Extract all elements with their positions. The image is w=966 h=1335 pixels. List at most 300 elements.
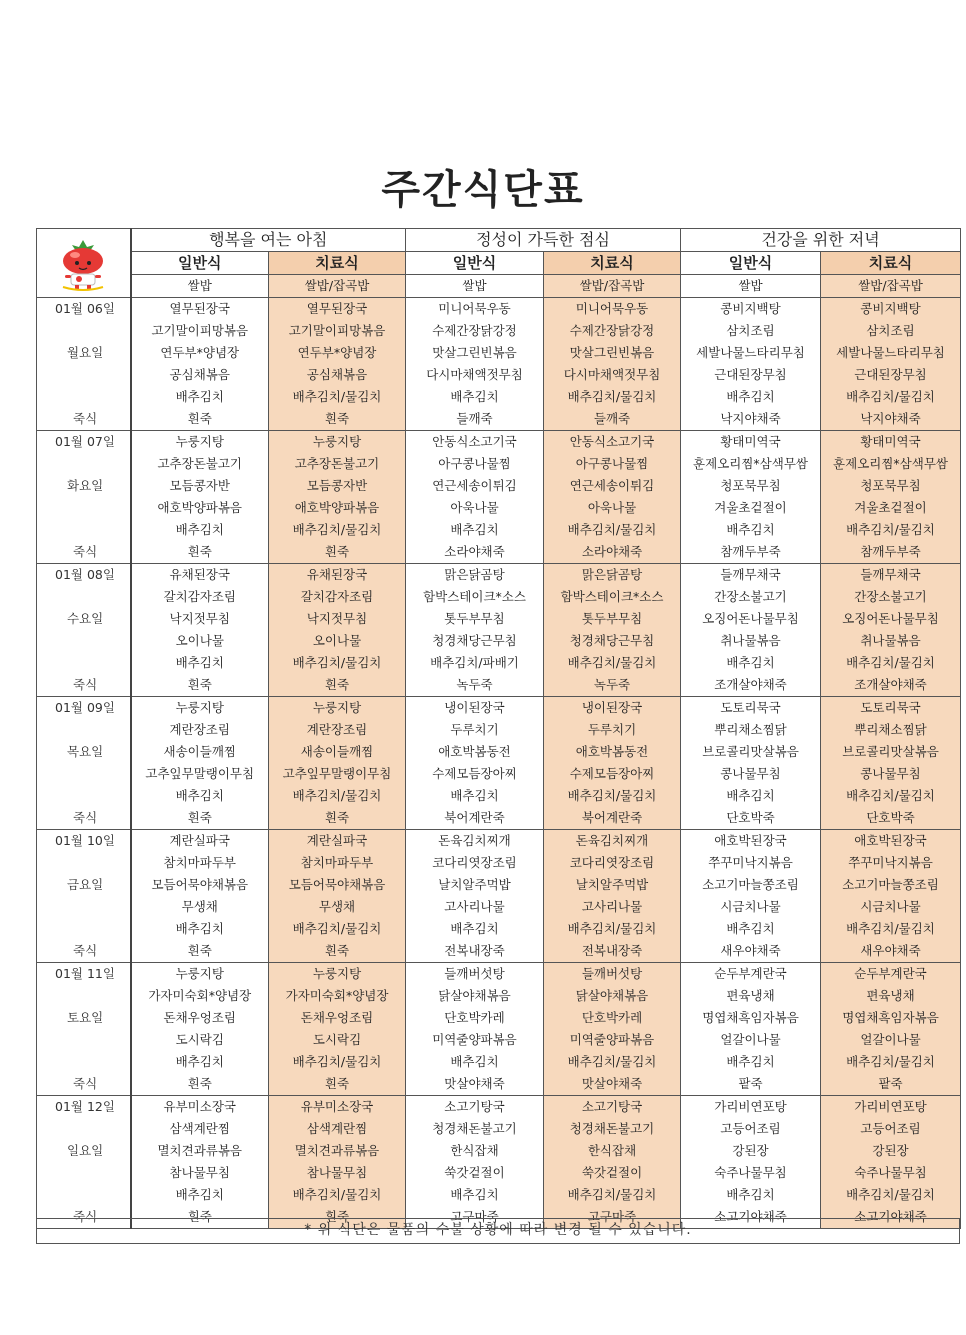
regular-dish-cell: 배추김치 (406, 519, 544, 541)
menu-row (37, 1140, 961, 1162)
therapy-dish-cell: 도토리묵국 (821, 697, 961, 720)
regular-dish-cell: 수제간장닭강정 (406, 320, 544, 342)
therapy-dish-cell: 쭈꾸미낙지볶음 (821, 852, 961, 874)
day-block (37, 431, 961, 564)
day-block (37, 963, 961, 1096)
regular-dish-cell: 안동식소고기국 (406, 431, 544, 454)
day-date: 01월 10일 (37, 830, 131, 853)
therapy-dish-cell: 누룽지탕 (269, 431, 406, 454)
regular-dish-cell: 애호박봄동전 (406, 741, 544, 763)
therapy-dish-cell: 취나물볶음 (821, 630, 961, 652)
regular-dish-cell: 멸치견과류볶음 (131, 1140, 269, 1162)
regular-dish-cell: 취나물볶음 (681, 630, 821, 652)
therapy-dish-cell: 배추김치/물김치 (821, 652, 961, 674)
day-cell-empty (37, 497, 131, 519)
therapy-dish-cell: 배추김치/물김치 (544, 918, 681, 940)
regular-dish-cell: 낙지젓무침 (131, 608, 269, 630)
regular-dish-cell: 삼치조림 (681, 320, 821, 342)
regular-dish-cell: 뿌리채소찜닭 (681, 719, 821, 741)
therapy-dish-cell: 누룽지탕 (269, 963, 406, 986)
menu-row (37, 1184, 961, 1206)
regular-dish-cell: 단호박카레 (406, 1007, 544, 1029)
day-cell-empty (37, 586, 131, 608)
menu-row (37, 1118, 961, 1140)
therapy-dish-cell: 훈제오리찜*삼색무쌈 (821, 453, 961, 475)
regular-dish-cell: 미니어묵우동 (406, 298, 544, 321)
regular-dish-cell: 배추김치 (681, 918, 821, 940)
regular-dish-cell: 소고기마늘쫑조림 (681, 874, 821, 896)
type-therapy-header: 치료식 (821, 252, 961, 275)
regular-dish-cell: 배추김치 (131, 1051, 269, 1073)
regular-dish-cell: 애호박된장국 (681, 830, 821, 853)
day-date: 01월 08일 (37, 564, 131, 587)
therapy-dish-cell: 고기말이피망볶음 (269, 320, 406, 342)
therapy-dish-cell: 맛살야채죽 (544, 1073, 681, 1096)
regular-dish-cell: 맛살그린빈볶음 (406, 342, 544, 364)
therapy-dish-cell: 함박스테이크*소스 (544, 586, 681, 608)
therapy-dish-cell: 새송이들깨찜 (269, 741, 406, 763)
porridge-label: 죽식 (37, 674, 131, 697)
therapy-dish-cell: 청포묵무침 (821, 475, 961, 497)
day-date: 01월 12일 (37, 1096, 131, 1119)
day-cell-empty (37, 852, 131, 874)
regular-dish-cell: 숙주나물무침 (681, 1162, 821, 1184)
regular-dish-cell: 냉이된장국 (406, 697, 544, 720)
regular-dish-cell: 배추김치 (681, 519, 821, 541)
regular-dish-cell: 순두부계란국 (681, 963, 821, 986)
menu-row (37, 1029, 961, 1051)
regular-dish-cell: 참치마파두부 (131, 852, 269, 874)
menu-row (37, 586, 961, 608)
therapy-dish-cell: 아구콩나물찜 (544, 453, 681, 475)
therapy-dish-cell: 닭살야채볶음 (544, 985, 681, 1007)
regular-dish-cell: 함박스테이크*소스 (406, 586, 544, 608)
menu-row (37, 364, 961, 386)
day-cell-empty (37, 896, 131, 918)
therapy-dish-cell: 단호박카레 (544, 1007, 681, 1029)
day-cell-empty (37, 320, 131, 342)
regular-dish-cell: 편육냉채 (681, 985, 821, 1007)
type-regular-header: 일반식 (131, 252, 269, 275)
therapy-dish-cell: 갈치감자조림 (269, 586, 406, 608)
regular-dish-cell: 훈제오리찜*삼색무쌈 (681, 453, 821, 475)
day-cell-empty (37, 719, 131, 741)
regular-dish-cell: 녹두죽 (406, 674, 544, 697)
therapy-dish-cell: 고추장돈불고기 (269, 453, 406, 475)
rice-cell: 쌀밥/잡곡밥 (269, 275, 406, 298)
regular-dish-cell: 배추김치 (131, 1184, 269, 1206)
therapy-dish-cell: 낙지야채죽 (821, 408, 961, 431)
day-block (37, 564, 961, 697)
therapy-dish-cell: 배추김치/물김치 (269, 785, 406, 807)
regular-dish-cell: 배추김치 (406, 386, 544, 408)
regular-dish-cell: 근대된장무침 (681, 364, 821, 386)
tomato-mascot-icon (53, 237, 113, 293)
regular-dish-cell: 세발나물느타리무침 (681, 342, 821, 364)
day-cell-empty (37, 763, 131, 785)
therapy-dish-cell: 코다리엿장조림 (544, 852, 681, 874)
therapy-dish-cell: 청경채당근무침 (544, 630, 681, 652)
therapy-dish-cell: 배추김치/물김치 (544, 1184, 681, 1206)
type-regular-header: 일반식 (406, 252, 544, 275)
rice-cell: 쌀밥/잡곡밥 (821, 275, 961, 298)
regular-dish-cell: 얼갈이나물 (681, 1029, 821, 1051)
therapy-dish-cell: 단호박죽 (821, 807, 961, 830)
regular-dish-cell: 누룽지탕 (131, 963, 269, 986)
regular-dish-cell: 유부미소장국 (131, 1096, 269, 1119)
therapy-dish-cell: 배추김치/물김치 (821, 386, 961, 408)
menu-row (37, 874, 961, 896)
regular-dish-cell: 겨울초겉절이 (681, 497, 821, 519)
therapy-dish-cell: 참깨두부죽 (821, 541, 961, 564)
day-date: 01월 11일 (37, 963, 131, 986)
lunch-header: 정성이 가득한 점심 (406, 229, 681, 252)
day-cell-empty (37, 519, 131, 541)
menu-row (37, 453, 961, 475)
therapy-dish-cell: 삼치조림 (821, 320, 961, 342)
regular-dish-cell: 배추김치 (406, 785, 544, 807)
page-title: 주간식단표 (381, 167, 585, 213)
therapy-dish-cell: 유채된장국 (269, 564, 406, 587)
therapy-dish-cell: 오징어돈나물무침 (821, 608, 961, 630)
day-cell-empty (37, 1184, 131, 1206)
therapy-dish-cell: 돈채우엉조림 (269, 1007, 406, 1029)
therapy-dish-cell: 계란장조림 (269, 719, 406, 741)
menu-row (37, 608, 961, 630)
regular-dish-cell: 흰죽 (131, 940, 269, 963)
regular-dish-cell: 흰죽 (131, 1073, 269, 1096)
regular-dish-cell: 오이나물 (131, 630, 269, 652)
day-block (37, 298, 961, 431)
regular-dish-cell: 단호박죽 (681, 807, 821, 830)
regular-dish-cell: 무생채 (131, 896, 269, 918)
regular-dish-cell: 고추잎무말랭이무침 (131, 763, 269, 785)
menu-row (37, 564, 961, 587)
therapy-dish-cell: 고사리나물 (544, 896, 681, 918)
therapy-dish-cell: 겨울초겉절이 (821, 497, 961, 519)
rice-cell: 쌀밥 (681, 275, 821, 298)
menu-row (37, 298, 961, 321)
regular-dish-cell: 고사리나물 (406, 896, 544, 918)
regular-dish-cell: 시금치나물 (681, 896, 821, 918)
menu-row (37, 1162, 961, 1184)
therapy-dish-cell: 소고기야채죽 (821, 1206, 961, 1229)
therapy-dish-cell: 도시락김 (269, 1029, 406, 1051)
regular-dish-cell: 모듬콩자반 (131, 475, 269, 497)
therapy-dish-cell: 날치알주먹밥 (544, 874, 681, 896)
therapy-dish-cell: 애호박양파볶음 (269, 497, 406, 519)
therapy-dish-cell: 배추김치/물김치 (544, 652, 681, 674)
therapy-dish-cell: 청경채돈불고기 (544, 1118, 681, 1140)
regular-dish-cell: 낙지야채죽 (681, 408, 821, 431)
therapy-dish-cell: 배추김치/물김치 (821, 918, 961, 940)
therapy-dish-cell: 미니어묵우동 (544, 298, 681, 321)
menu-row (37, 408, 961, 431)
regular-dish-cell: 배추김치 (131, 652, 269, 674)
menu-row (37, 674, 961, 697)
day-cell-empty (37, 453, 131, 475)
menu-row (37, 741, 961, 763)
therapy-dish-cell: 미역줄양파볶음 (544, 1029, 681, 1051)
regular-dish-cell: 소라야채죽 (406, 541, 544, 564)
regular-dish-cell: 흰죽 (131, 408, 269, 431)
therapy-dish-cell: 배추김치/물김치 (821, 785, 961, 807)
regular-dish-cell: 콩비지백탕 (681, 298, 821, 321)
menu-row (37, 896, 961, 918)
therapy-dish-cell: 들깨죽 (544, 408, 681, 431)
therapy-dish-cell: 배추김치/물김치 (269, 918, 406, 940)
therapy-dish-cell: 고등어조림 (821, 1118, 961, 1140)
day-cell-empty (37, 918, 131, 940)
regular-dish-cell: 다시마채액젓무침 (406, 364, 544, 386)
therapy-dish-cell: 안동식소고기국 (544, 431, 681, 454)
therapy-dish-cell: 모듬어묵야채볶음 (269, 874, 406, 896)
regular-dish-cell: 배추김치 (681, 1051, 821, 1073)
day-weekday: 일요일 (37, 1140, 131, 1162)
regular-dish-cell: 맛살야채죽 (406, 1073, 544, 1096)
regular-dish-cell: 유채된장국 (131, 564, 269, 587)
regular-dish-cell: 새송이들깨찜 (131, 741, 269, 763)
menu-row (37, 652, 961, 674)
therapy-dish-cell: 소라야채죽 (544, 541, 681, 564)
regular-dish-cell: 돈육김치찌개 (406, 830, 544, 853)
menu-row (37, 475, 961, 497)
logo-cell (37, 229, 131, 298)
regular-dish-cell: 고구마죽 (406, 1206, 544, 1229)
menu-row (37, 719, 961, 741)
regular-dish-cell: 돈채우엉조림 (131, 1007, 269, 1029)
day-weekday: 목요일 (37, 741, 131, 763)
regular-dish-cell: 열무된장국 (131, 298, 269, 321)
regular-dish-cell: 배추김치 (131, 918, 269, 940)
regular-dish-cell: 한식잡채 (406, 1140, 544, 1162)
therapy-dish-cell: 흰죽 (269, 541, 406, 564)
day-cell-empty (37, 364, 131, 386)
day-date: 01월 09일 (37, 697, 131, 720)
regular-dish-cell: 고등어조림 (681, 1118, 821, 1140)
therapy-dish-cell: 간장소불고기 (821, 586, 961, 608)
therapy-dish-cell: 흰죽 (269, 674, 406, 697)
menu-row (37, 785, 961, 807)
therapy-dish-cell: 애호박봄동전 (544, 741, 681, 763)
therapy-dish-cell: 콩비지백탕 (821, 298, 961, 321)
regular-dish-cell: 갈치감자조림 (131, 586, 269, 608)
regular-dish-cell: 배추김치 (131, 785, 269, 807)
regular-dish-cell: 계란장조림 (131, 719, 269, 741)
regular-dish-cell: 애호박양파볶음 (131, 497, 269, 519)
regular-dish-cell: 황태미역국 (681, 431, 821, 454)
regular-dish-cell: 아욱나물 (406, 497, 544, 519)
therapy-dish-cell: 배추김치/물김치 (544, 785, 681, 807)
regular-dish-cell: 강된장 (681, 1140, 821, 1162)
therapy-dish-cell: 새우야채죽 (821, 940, 961, 963)
day-block (37, 830, 961, 963)
therapy-dish-cell: 배추김치/물김치 (269, 652, 406, 674)
therapy-dish-cell: 콩나물무침 (821, 763, 961, 785)
menu-row (37, 807, 961, 830)
therapy-dish-cell: 맑은닭곰탕 (544, 564, 681, 587)
day-weekday: 금요일 (37, 874, 131, 896)
regular-dish-cell: 흰죽 (131, 1206, 269, 1229)
menu-row (37, 852, 961, 874)
menu-row (37, 497, 961, 519)
regular-dish-cell: 고기말이피망볶음 (131, 320, 269, 342)
menu-row (37, 1096, 961, 1119)
regular-dish-cell: 전복내장죽 (406, 940, 544, 963)
regular-dish-cell: 연근세송이튀김 (406, 475, 544, 497)
therapy-dish-cell: 다시마채액젓무침 (544, 364, 681, 386)
regular-dish-cell: 오징어돈나물무침 (681, 608, 821, 630)
regular-dish-cell: 배추김치 (681, 1184, 821, 1206)
type-therapy-header: 치료식 (544, 252, 681, 275)
dinner-header: 건강을 위한 저녁 (681, 229, 961, 252)
day-cell-empty (37, 985, 131, 1007)
therapy-dish-cell: 고구마죽 (544, 1206, 681, 1229)
porridge-label: 죽식 (37, 541, 131, 564)
therapy-dish-cell: 돈육김치찌개 (544, 830, 681, 853)
therapy-dish-cell: 배추김치/물김치 (544, 519, 681, 541)
weekly-menu-table (36, 228, 961, 1229)
type-regular-header: 일반식 (681, 252, 821, 275)
therapy-dish-cell: 참나물무침 (269, 1162, 406, 1184)
regular-dish-cell: 간장소불고기 (681, 586, 821, 608)
therapy-dish-cell: 녹두죽 (544, 674, 681, 697)
day-cell-empty (37, 1029, 131, 1051)
therapy-dish-cell: 아욱나물 (544, 497, 681, 519)
therapy-dish-cell: 두루치기 (544, 719, 681, 741)
regular-dish-cell: 톳두부무침 (406, 608, 544, 630)
rice-cell: 쌀밥/잡곡밥 (544, 275, 681, 298)
therapy-dish-cell: 배추김치/물김치 (269, 386, 406, 408)
therapy-dish-cell: 멸치견과류볶음 (269, 1140, 406, 1162)
therapy-dish-cell: 배추김치/물김치 (269, 1184, 406, 1206)
therapy-dish-cell: 가자미숙회*양념장 (269, 985, 406, 1007)
menu-row (37, 1073, 961, 1096)
therapy-dish-cell: 모듬콩자반 (269, 475, 406, 497)
regular-dish-cell: 코다리엿장조림 (406, 852, 544, 874)
day-date: 01월 06일 (37, 298, 131, 321)
regular-dish-cell: 도시락김 (131, 1029, 269, 1051)
day-cell-empty (37, 785, 131, 807)
therapy-dish-cell: 명엽채흑임자볶음 (821, 1007, 961, 1029)
therapy-dish-cell: 고추잎무말랭이무침 (269, 763, 406, 785)
regular-dish-cell: 배추김치/파배기 (406, 652, 544, 674)
menu-row (37, 985, 961, 1007)
rice-cell: 쌀밥 (406, 275, 544, 298)
menu-row (37, 830, 961, 853)
therapy-dish-cell: 톳두부무침 (544, 608, 681, 630)
regular-dish-cell: 들깨버섯탕 (406, 963, 544, 986)
menu-row (37, 519, 961, 541)
menu-row (37, 1051, 961, 1073)
therapy-dish-cell: 애호박된장국 (821, 830, 961, 853)
therapy-dish-cell: 연근세송이튀김 (544, 475, 681, 497)
regular-dish-cell: 수제모듬장아찌 (406, 763, 544, 785)
therapy-dish-cell: 숙주나물무침 (821, 1162, 961, 1184)
porridge-label: 죽식 (37, 940, 131, 963)
regular-dish-cell: 닭살야채볶음 (406, 985, 544, 1007)
day-weekday: 토요일 (37, 1007, 131, 1029)
footer-note: * 위 식단은 물품의 수불 상황에 따라 변경 될 수 있습니다. (36, 1218, 960, 1244)
therapy-dish-cell: 전복내장죽 (544, 940, 681, 963)
regular-dish-cell: 들깨무채국 (681, 564, 821, 587)
menu-row (37, 630, 961, 652)
regular-dish-cell: 가자미숙회*양념장 (131, 985, 269, 1007)
therapy-dish-cell: 흰죽 (269, 807, 406, 830)
day-weekday: 화요일 (37, 475, 131, 497)
regular-dish-cell: 계란실파국 (131, 830, 269, 853)
therapy-dish-cell: 누룽지탕 (269, 697, 406, 720)
therapy-dish-cell: 흰죽 (269, 408, 406, 431)
therapy-dish-cell: 시금치나물 (821, 896, 961, 918)
regular-dish-cell: 모듬어묵야채볶음 (131, 874, 269, 896)
day-date: 01월 07일 (37, 431, 131, 454)
regular-dish-cell: 흰죽 (131, 541, 269, 564)
regular-dish-cell: 청포묵무침 (681, 475, 821, 497)
menu-row (37, 963, 961, 986)
therapy-dish-cell: 들깨버섯탕 (544, 963, 681, 986)
therapy-dish-cell: 북어계란죽 (544, 807, 681, 830)
therapy-dish-cell: 흰죽 (269, 1073, 406, 1096)
therapy-dish-cell: 참치마파두부 (269, 852, 406, 874)
regular-dish-cell: 아구콩나물찜 (406, 453, 544, 475)
regular-dish-cell: 맑은닭곰탕 (406, 564, 544, 587)
day-cell-empty (37, 386, 131, 408)
regular-dish-cell: 배추김치 (681, 652, 821, 674)
regular-dish-cell: 배추김치 (681, 386, 821, 408)
regular-dish-cell: 배추김치 (131, 386, 269, 408)
therapy-dish-cell: 무생채 (269, 896, 406, 918)
therapy-dish-cell: 열무된장국 (269, 298, 406, 321)
therapy-dish-cell: 수제간장닭강정 (544, 320, 681, 342)
therapy-dish-cell: 세발나물느타리무침 (821, 342, 961, 364)
therapy-dish-cell: 삼색계란찜 (269, 1118, 406, 1140)
day-weekday: 월요일 (37, 342, 131, 364)
regular-dish-cell: 참깨두부죽 (681, 541, 821, 564)
regular-dish-cell: 새우야채죽 (681, 940, 821, 963)
therapy-dish-cell: 브로콜리맛살볶음 (821, 741, 961, 763)
regular-dish-cell: 명엽채흑임자볶음 (681, 1007, 821, 1029)
regular-dish-cell: 누룽지탕 (131, 431, 269, 454)
regular-dish-cell: 가리비연포탕 (681, 1096, 821, 1119)
regular-dish-cell: 청경채돈불고기 (406, 1118, 544, 1140)
therapy-dish-cell: 뿌리채소찜닭 (821, 719, 961, 741)
regular-dish-cell: 흰죽 (131, 674, 269, 697)
regular-dish-cell: 날치알주먹밥 (406, 874, 544, 896)
type-therapy-header: 치료식 (269, 252, 406, 275)
therapy-dish-cell: 배추김치/물김치 (821, 1184, 961, 1206)
therapy-dish-cell: 소고기탕국 (544, 1096, 681, 1119)
therapy-dish-cell: 한식잡채 (544, 1140, 681, 1162)
therapy-dish-cell: 근대된장무침 (821, 364, 961, 386)
therapy-dish-cell: 낙지젓무침 (269, 608, 406, 630)
rice-cell: 쌀밥 (131, 275, 269, 298)
breakfast-header: 행복을 여는 아침 (131, 229, 406, 252)
regular-dish-cell: 배추김치 (406, 918, 544, 940)
day-cell-empty (37, 1118, 131, 1140)
regular-dish-cell: 배추김치 (681, 785, 821, 807)
menu-row (37, 1007, 961, 1029)
regular-dish-cell: 연두부*양념장 (131, 342, 269, 364)
regular-dish-cell: 쭈꾸미낙지볶음 (681, 852, 821, 874)
therapy-dish-cell: 오이나물 (269, 630, 406, 652)
regular-dish-cell: 팥죽 (681, 1073, 821, 1096)
therapy-dish-cell: 편육냉채 (821, 985, 961, 1007)
day-cell-empty (37, 630, 131, 652)
regular-dish-cell: 조개살야채죽 (681, 674, 821, 697)
porridge-label: 죽식 (37, 408, 131, 431)
porridge-label: 죽식 (37, 807, 131, 830)
